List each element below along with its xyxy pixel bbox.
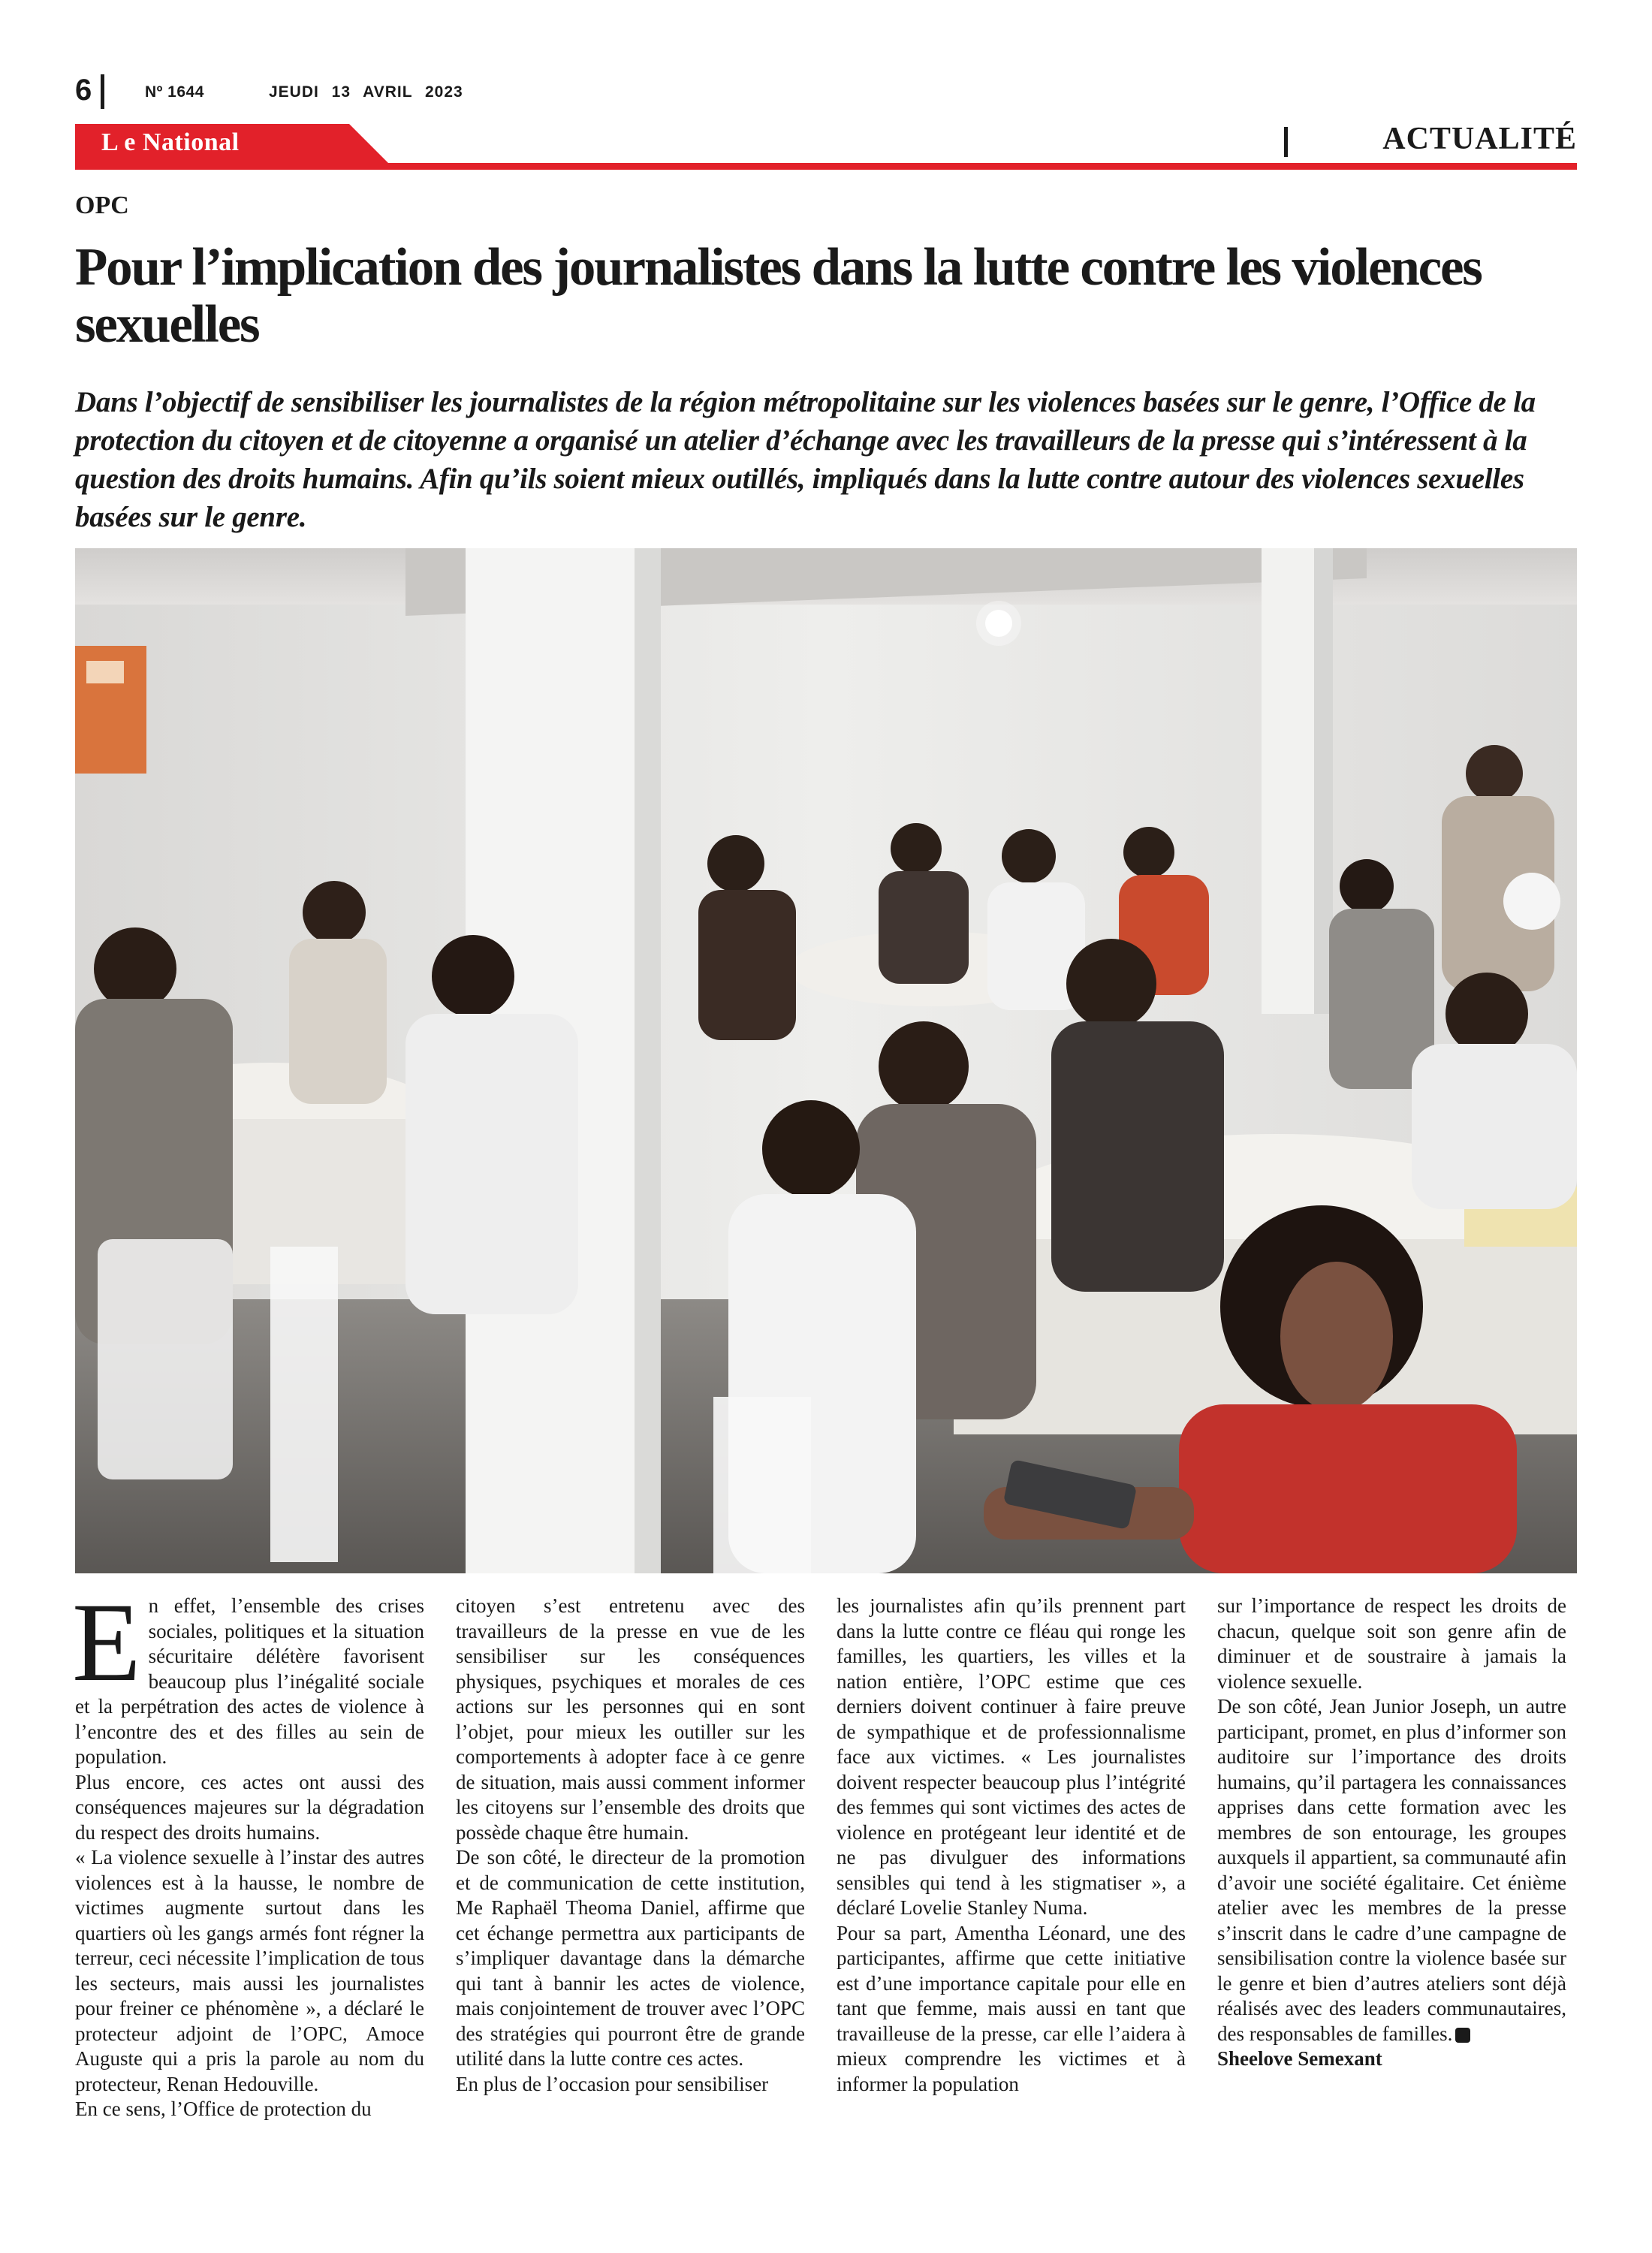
article-paragraph-continued: les journalistes afin qu’ils prennent part dans la lutte contre ce fléau qui ronge les familles, les quartiers, les villes et la nation entière, l’OPC estime que ces derniers doivent continuer à faire preuve de sympathique et de professionnalisme face aux victimes. « Les journalistes doivent respecter beaucoup plus l’intégrité des femmes qui sont victimes des actes de violence en protégeant leur identité et de ne pas divulguer des informations sensibles qui tend à les stigmatiser », a déclaré Lovelie Stanley Numa. <box>837 1594 1186 1919</box>
newspaper-brand <box>75 124 390 165</box>
page-number-divider <box>101 74 104 109</box>
page-number: 6 <box>75 74 92 107</box>
article-column-2 <box>456 1594 805 2097</box>
page-header <box>75 71 1577 176</box>
article-column-3 <box>837 1594 1186 2097</box>
issue-date: JEUDI 13 AVRIL 2023 <box>269 83 463 101</box>
article-paragraph: De son côté, le directeur de la promotion et de communication de cette institution, Me Raphaël Theoma Daniel, affirme que cet échange permettra aux participants de s’impliquer davantage dans la démarche qui tant à bannir les actes de violence, mais conjointement de trouver avec l’OPC des stratégies qui pourront être de grande utilité dans la lutte contre ces actes. <box>456 1846 805 2070</box>
article-headline: Pour l’implication des journalistes dans la lutte contre les violences sexuelles <box>75 238 1482 354</box>
article-paragraph <box>1217 1694 1566 2046</box>
article-paragraph-continued: sur l’importance de respect les droits de chacun, quelque soit son genre afin de diminuer et de soustraire à jamais la violence sexuelle. <box>1217 1594 1566 1693</box>
article-paragraph <box>72 1580 424 1770</box>
paragraph-text: De son côté, Jean Junior Joseph, un autre participant, promet, en plus d’informer son auditoire sur l’importance des droits humains, qu’il partagera les connaissances apprises dans cette formation avec les membres de son entourage, les groupes auxquels il appartient, sa communauté afin d’avoir une société égalitaire. Cet énième atelier avec les membres de la presse s’inscrit dans le cadre d’une campagne de sensibilisation contre la violence basée sur le genre et bien d’autres ateliers sont déjà réalisés avec des leaders communautaires, des responsables de familles. <box>1217 1695 1566 2045</box>
end-of-article-icon <box>1455 2028 1470 2043</box>
article-column-4 <box>1217 1594 1566 2072</box>
article-paragraph: En ce sens, l’Office de protection du <box>75 2098 372 2120</box>
drop-cap: E <box>72 1580 141 1705</box>
article-paragraph: « La violence sexuelle à l’instar des autres violences est à la hausse, le nombre de victimes augmente surtout dans les quartiers où les gangs armés font régner la terreur, ceci nécessite l’implication de tous les secteurs, mais aussi les journalistes pour freiner ce phénomène », a déclaré le protecteur adjoint de l’OPC, Amoce Auguste qui a pris la parole au nom du protecteur, Renan Hedouville. <box>75 1846 424 2095</box>
article-paragraph-continued: citoyen s’est entretenu avec des travailleurs de la presse en vue de les sensibiliser sur les conséquences physiques, psychiques et morales de ces actions sur les personnes qui en sont l’objet, pour mieux les outiller sur les comportements à adopter face à ce genre de situation, mais aussi comment informer les citoyens sur l’ensemble des droits que possède chaque être humain. <box>456 1594 805 1844</box>
header-red-rule <box>75 163 1577 170</box>
article-kicker: OPC <box>75 192 129 219</box>
article-column-1 <box>72 1580 424 2122</box>
article-paragraph: En plus de l’occasion pour sensibiliser <box>456 2072 769 2095</box>
workshop-photo-illustration <box>75 548 1577 1573</box>
article-paragraph: Pour sa part, Amentha Léonard, une des participantes, affirme que cette initiative est d’une importance capitale pour elle en tant que femme, mais aussi en tant que travailleuse de la presse, car elle l’aidera à mieux comprendre les victimes et à informer la population <box>837 1921 1186 2095</box>
article-photo <box>75 548 1577 1573</box>
brand-name: L e National <box>101 128 240 156</box>
article-byline: Sheelove Semexant <box>1217 2047 1382 2070</box>
paragraph-text: n effet, l’ensemble des crises sociales, politiques et la situation sécuritaire délétère favorisent beaucoup plus l’inégalité sociale et la perpétration des actes de violence à l’encontre des et des filles au sein de population. <box>75 1594 424 1768</box>
issue-number: Nº 1644 <box>145 83 204 101</box>
section-name: ACTUALITÉ <box>1382 122 1577 156</box>
section-divider <box>1284 127 1288 157</box>
article-paragraph: Plus encore, ces actes ont aussi des conséquences majeures sur la dégradation du respect des droits humains. <box>75 1770 424 1844</box>
article-lead: Dans l’objectif de sensibiliser les journalistes de la région métropolitaine sur les violences basées sur le genre, l’Office de la protection du citoyen et de citoyenne a organisé un atelier d’échange avec les travailleurs de la presse qui s’intéressent à la question des droits humains. Afin qu’ils soient mieux outillés, impliqués dans la lutte contre autour des violences sexuelles basées sur le genre. <box>75 386 1536 533</box>
